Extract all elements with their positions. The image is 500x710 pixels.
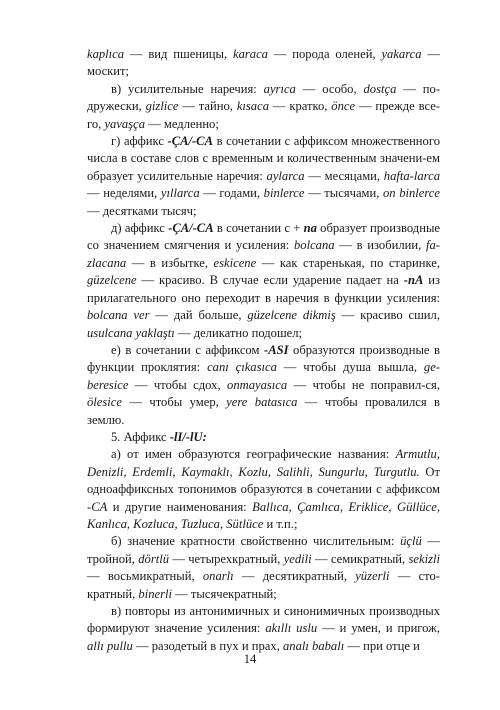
affix-term: -lI/-lU: xyxy=(169,429,207,444)
text-run: а) от имен образуются географические названия: xyxy=(111,447,396,462)
text-run: — годами, xyxy=(199,186,264,201)
text-run: — десятками тысяч; xyxy=(87,203,197,218)
example-term: ayrıca xyxy=(263,81,296,96)
example-term: dörtlü xyxy=(138,551,170,566)
text-run: — тройной, xyxy=(87,534,440,566)
text-run: г) аффикс xyxy=(111,134,168,149)
text-run: — семикратный, xyxy=(311,551,409,566)
text-run: — как старенькая, по старинке, xyxy=(256,255,440,270)
text-run: — красиво сшил, xyxy=(335,308,440,323)
example-term: dostça xyxy=(363,81,397,96)
text-run: и другие наименования: xyxy=(107,499,253,514)
example-term: gizlice xyxy=(145,99,179,114)
example-term: eskicene xyxy=(213,255,257,270)
example-term: kısaca xyxy=(236,99,269,114)
text-run: — по-дружески, xyxy=(87,81,441,114)
text-run: — красиво. В случае если ударение падает на xyxy=(136,273,404,288)
text-run: в сочетании с + xyxy=(213,221,304,236)
paragraph xyxy=(87,220,440,342)
example-term: ölesice xyxy=(87,395,122,410)
text-run: — неделями, xyxy=(87,186,161,201)
example-term: canı çıkasıca xyxy=(207,360,277,375)
text-run: — чтобы душа вышла, xyxy=(276,360,424,375)
example-term: önce xyxy=(331,99,356,114)
text-run: — десятикратный, xyxy=(233,569,356,584)
text-run: — тысячами, xyxy=(304,186,383,201)
paragraph xyxy=(87,81,440,133)
text-run: — разодетый в пух и прах, xyxy=(132,638,283,653)
text-run: в сочетании с аффиксом множественного числа в составе слов с временным и количественным значени-ем образует усилительные наречия: xyxy=(87,134,440,183)
example-term: allı pullu xyxy=(87,638,133,653)
example-term: on binlerce xyxy=(383,186,440,201)
text-run: — порода оленей, xyxy=(267,47,382,61)
text-run: — москит; xyxy=(87,47,440,79)
text-run: е) в сочетании с аффиксом xyxy=(111,342,264,357)
text-run: — чтобы не поправил-ся, xyxy=(287,377,440,392)
affix-term: -nA xyxy=(403,273,424,288)
paragraph xyxy=(87,533,440,603)
text-run: в) усилительные наречия: xyxy=(111,81,264,96)
example-term: yıllarca xyxy=(160,186,200,201)
example-term: usulcana yaklaştı xyxy=(87,325,175,340)
text-run: и т.п.; xyxy=(263,516,298,531)
text-run: — особо, xyxy=(295,81,364,96)
paragraph xyxy=(87,603,440,655)
text-run: — медленно; xyxy=(145,116,219,131)
example-term: binlerce xyxy=(263,186,305,201)
text-run: — при отце и xyxy=(344,638,420,653)
example-term: yakarca xyxy=(381,47,422,61)
example-term: yere batasıca xyxy=(226,395,298,410)
text-run: — в изобилии, xyxy=(334,238,426,253)
example-term: -CA xyxy=(87,499,108,514)
text-run: образуются производные в функции проклятия: xyxy=(87,342,441,375)
example-term: güzelcene dikmiş xyxy=(247,308,336,323)
affix-term: -ASI xyxy=(264,342,289,357)
text-run: — месяцами, xyxy=(304,168,384,183)
example-term: bolcana xyxy=(293,238,335,253)
text-run: От одноаффиксных топонимов образуются в сочетании с аффиксом xyxy=(87,464,440,497)
text-run: — тайно, xyxy=(178,99,237,114)
text-run: образует производные со значением смягчения и усиления: xyxy=(87,221,440,253)
text-run: — чтобы провалился в землю. xyxy=(87,395,440,427)
text-run: из прилагательного оно переходит в наречия в функции усиления: xyxy=(87,273,440,305)
text-run: — восьмикратный, xyxy=(87,569,203,584)
example-term: onmayasıca xyxy=(227,377,288,392)
example-term: aylarca xyxy=(266,168,305,183)
example-term: binerli xyxy=(138,586,173,601)
example-term: üçlü xyxy=(400,534,422,549)
text-run: — чтобы сдох, xyxy=(128,377,228,392)
example-term: kaplıca xyxy=(87,47,125,61)
example-term: bolcana ver xyxy=(87,308,150,323)
example-term: fa-zlacana xyxy=(87,238,440,270)
example-term: Ballıca, Çamlıca, Eriklice, Güllüce, Kanlıca, Kozluca, Tuzluca, Sütlüce xyxy=(87,499,440,531)
text-run: — тысячекратный; xyxy=(172,586,277,601)
example-term: yavaşça xyxy=(104,116,146,131)
text-run: д) аффикс xyxy=(111,221,169,236)
paragraph xyxy=(87,446,440,533)
text-run: — чтобы умер, xyxy=(121,395,227,410)
text-run: — четырехкратный, xyxy=(169,551,284,566)
affix-term: na xyxy=(303,221,317,236)
text-run: в) повторы из антонимичных и синонимичных производных формируют значение усиления: xyxy=(87,604,440,636)
text-run: б) значение кратности свойственно числительным: xyxy=(111,534,401,549)
text-run: 5. Аффикс xyxy=(111,429,170,444)
example-term: yedili xyxy=(283,551,312,566)
text-run: — в избытке, xyxy=(126,255,214,270)
text-run: — сто-кратный, xyxy=(87,569,441,601)
example-term: karaca xyxy=(233,47,268,61)
text-run: — прежде все-го, xyxy=(87,99,440,131)
text-run: — дай больше, xyxy=(149,308,248,323)
example-term: onarlı xyxy=(202,569,234,584)
page-number: 14 xyxy=(243,652,257,666)
example-term: akıllı uslu xyxy=(265,621,318,636)
example-term: sekizli xyxy=(408,551,440,566)
example-term: ge-beresice xyxy=(87,360,440,392)
example-term: güzelcene xyxy=(87,273,137,288)
text-run: — кратко, xyxy=(269,99,332,114)
example-term: yüzerli xyxy=(355,569,390,584)
paragraph xyxy=(87,133,440,220)
text-run: — деликатно подошел; xyxy=(174,325,303,340)
body-text xyxy=(87,46,440,655)
affix-term: -ÇA/-CA xyxy=(167,134,213,149)
affix-term: -ÇA/-CA xyxy=(168,221,214,236)
paragraph xyxy=(87,46,440,81)
example-term: hafta-larca xyxy=(383,168,440,183)
paragraph xyxy=(87,429,440,446)
text-run: — вид пшеницы, xyxy=(124,47,233,61)
example-term: Armutlu, Denizli, Erdemli, Kaymaklı, Kozlu, Salihli, Sungurlu, Turgutlu. xyxy=(87,447,440,479)
example-term: analı babalı xyxy=(283,638,345,653)
paragraph xyxy=(87,342,440,429)
text-run: — и умен, и пригож, xyxy=(317,621,440,636)
